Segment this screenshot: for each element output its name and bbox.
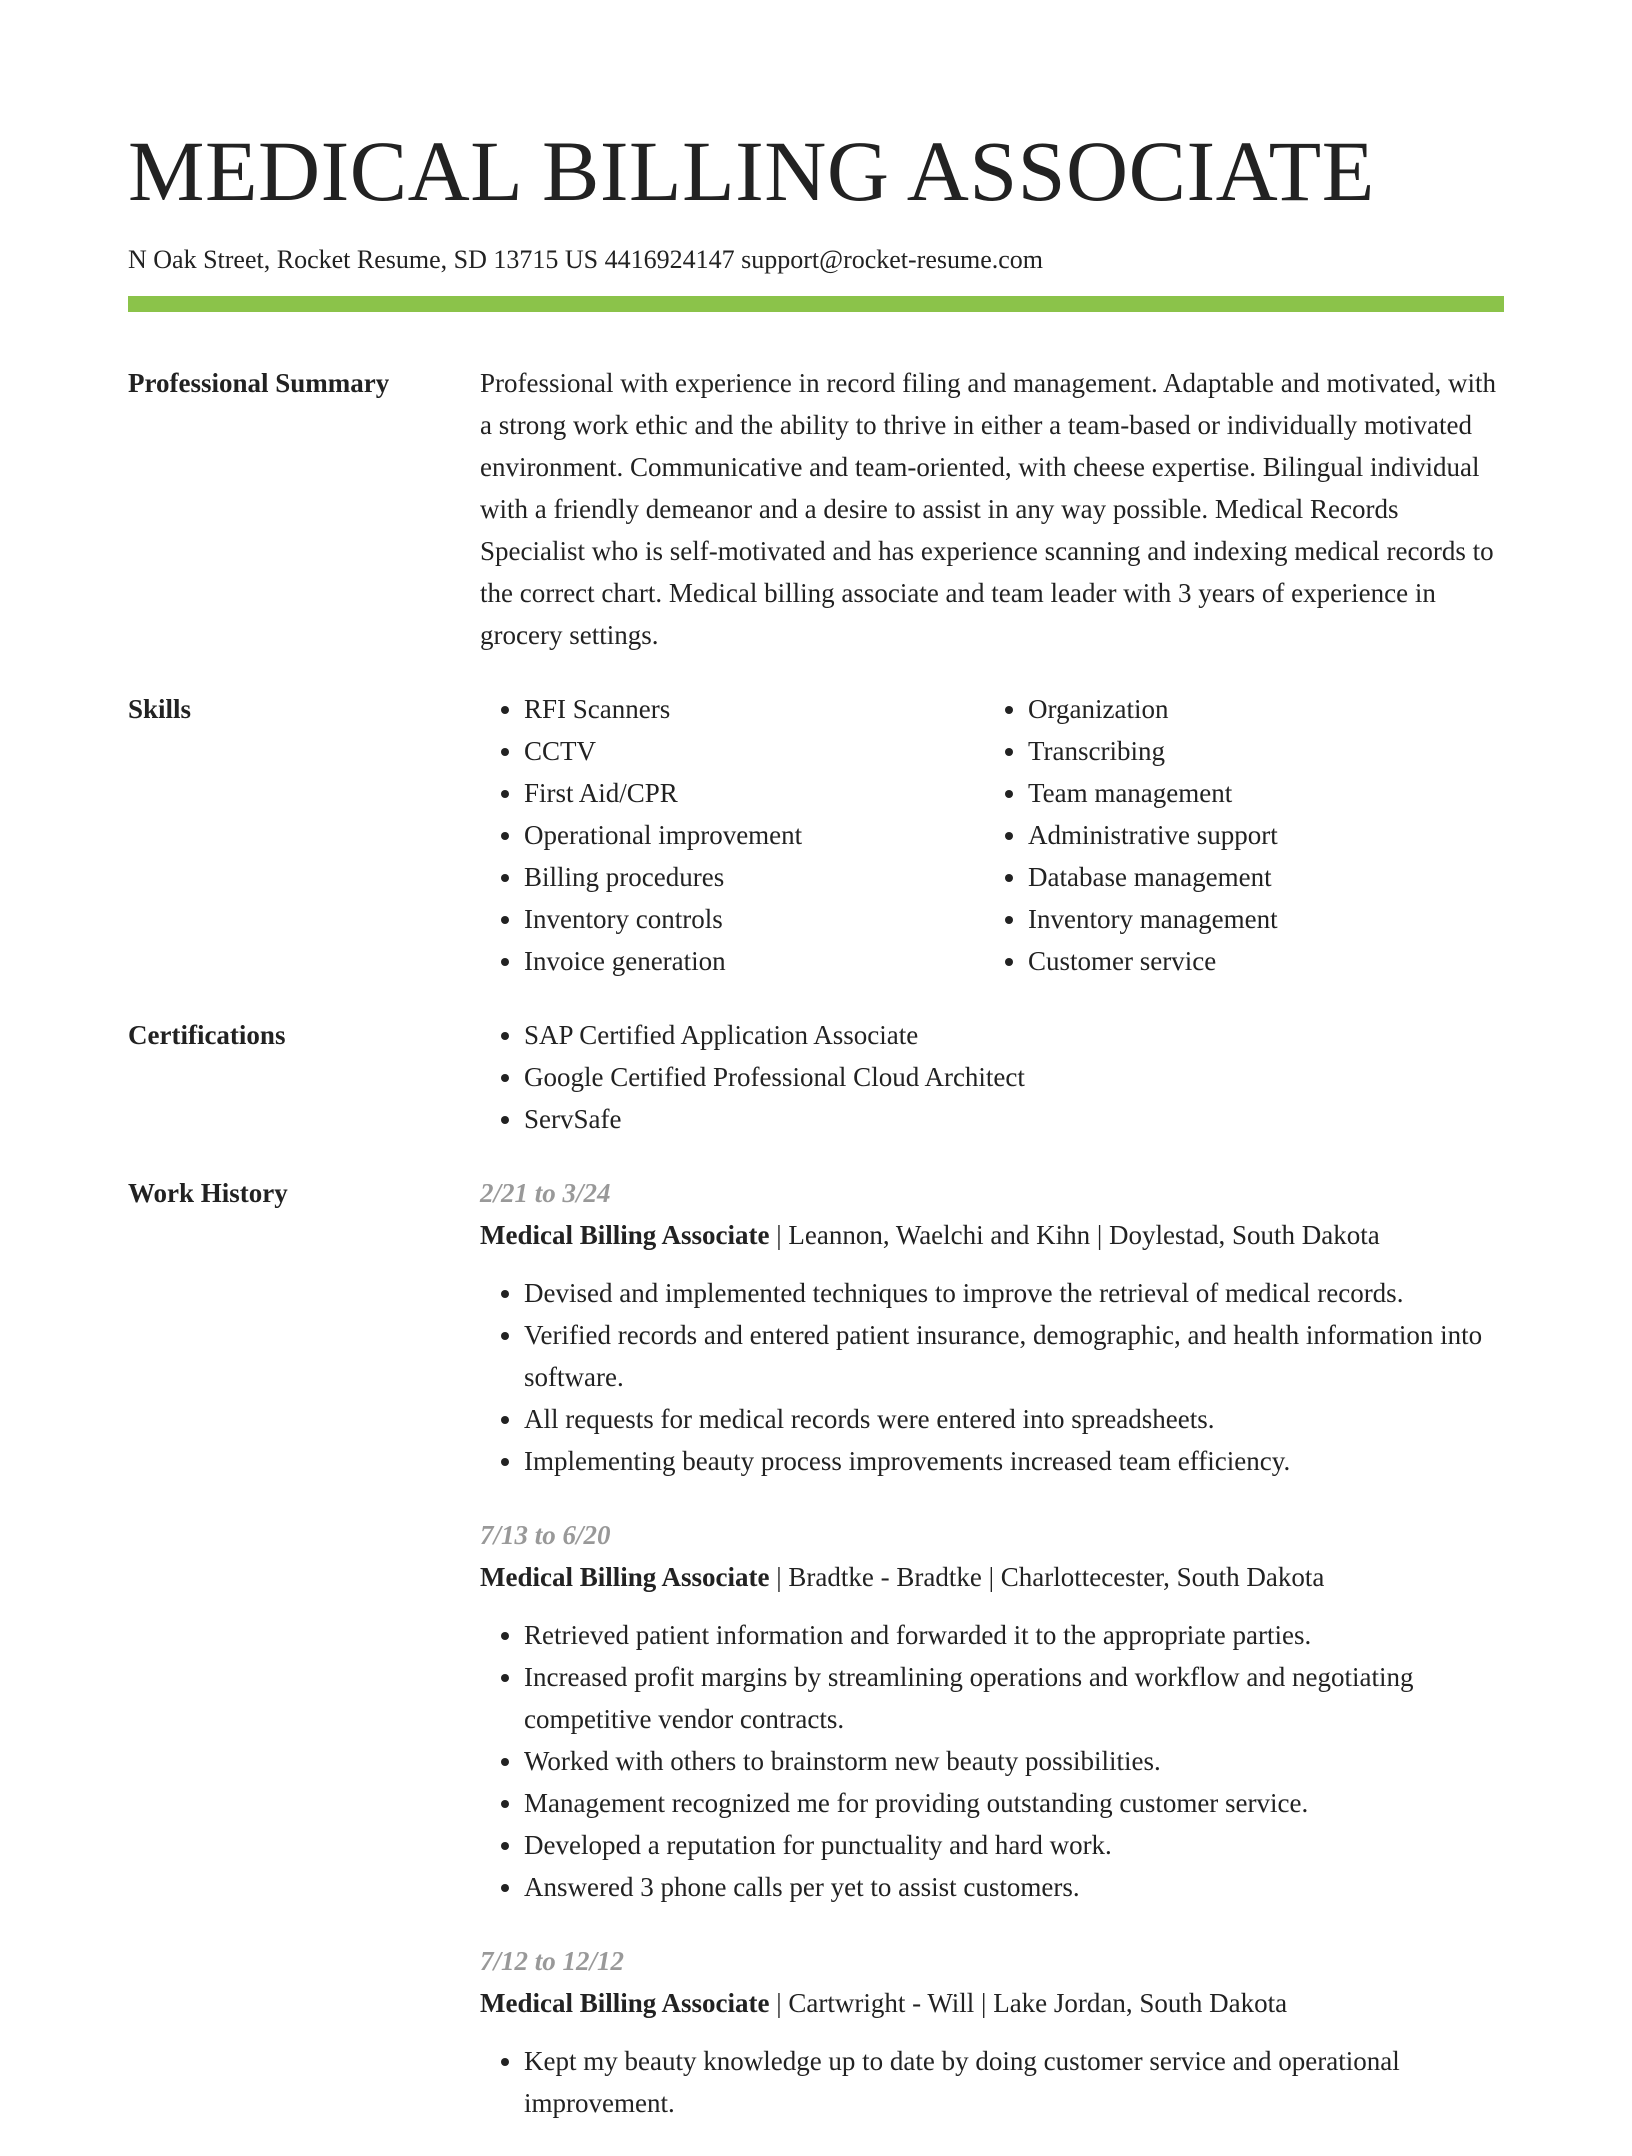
job-entry xyxy=(480,1940,1504,2124)
job-details: | Cartwright - Will | Lake Jordan, South Dakota xyxy=(769,1988,1288,2018)
resume-title: MEDICAL BILLING ASSOCIATE xyxy=(128,123,1375,219)
job-role: Medical Billing Associate xyxy=(480,1562,770,1592)
summary-text: Professional with experience in record filing and management. Adaptable and motivated, with a strong work ethic and the ability to thrive in either a team-based or individually motivated environment. Communicative and team-oriented, with cheese expertise. Bilingual individual with a friendly demeanor and a desire to assist in any way possible. Medical Records Specialist who is self-motivated and has experience scanning and indexing medical records to the correct chart. Medical billing associate and team leader with 3 years of experience in grocery settings. xyxy=(480,368,1496,650)
job-bullet: • Worked with others to brainstorm new beauty possibilities. xyxy=(524,1740,1504,1782)
job-header xyxy=(480,1982,1504,2024)
skills-column-right xyxy=(984,688,1488,982)
job-header xyxy=(480,1556,1504,1598)
skill-item: • Billing procedures xyxy=(524,856,984,898)
certification-item: • Google Certified Professional Cloud Architect xyxy=(524,1056,1504,1098)
job-bullet: • Kept my beauty knowledge up to date by doing customer service and operational improvement. xyxy=(524,2040,1504,2124)
skill-item: • Team management xyxy=(1028,772,1488,814)
job-bullet: • Management recognized me for providing outstanding customer service. xyxy=(524,1782,1504,1824)
professional-summary-section xyxy=(128,362,1504,656)
job-details: | Bradtke - Bradtke | Charlottecester, South Dakota xyxy=(769,1562,1325,1592)
skill-item: • Customer service xyxy=(1028,940,1488,982)
work-history-section xyxy=(128,1172,1504,2156)
skill-item: • Inventory controls xyxy=(524,898,984,940)
job-entry xyxy=(480,1172,1504,1482)
job-bullet: • Developed a reputation for punctuality and hard work. xyxy=(524,1824,1504,1866)
job-details: | Leannon, Waelchi and Kihn | Doylestad, South Dakota xyxy=(769,1220,1380,1250)
accent-divider xyxy=(128,296,1504,312)
section-label-work-history: Work History xyxy=(128,1178,288,1208)
job-bullet: • All requests for medical records were entered into spreadsheets. xyxy=(524,1398,1504,1440)
skill-item: • Operational improvement xyxy=(524,814,984,856)
skill-item: • CCTV xyxy=(524,730,984,772)
resume-page xyxy=(128,116,1504,2156)
skill-item: • Invoice generation xyxy=(524,940,984,982)
job-role: Medical Billing Associate xyxy=(480,1220,770,1250)
job-dates: 2/21 to 3/24 xyxy=(480,1178,611,1208)
job-bullet: • Verified records and entered patient insurance, demographic, and health information into software. xyxy=(524,1314,1504,1398)
skill-item: • Inventory management xyxy=(1028,898,1488,940)
job-role: Medical Billing Associate xyxy=(480,1988,770,2018)
job-bullet: • Devised and implemented techniques to improve the retrieval of medical records. xyxy=(524,1272,1504,1314)
section-label-summary: Professional Summary xyxy=(128,368,390,398)
job-bullet: • Answered 3 phone calls per yet to assist customers. xyxy=(524,1866,1504,1908)
certifications-section xyxy=(128,1014,1504,1140)
job-header xyxy=(480,1214,1504,1256)
section-label-skills: Skills xyxy=(128,694,192,724)
certification-item: • SAP Certified Application Associate xyxy=(524,1014,1504,1056)
skill-item: • First Aid/CPR xyxy=(524,772,984,814)
skills-section xyxy=(128,688,1504,982)
job-bullet: • Implementing beauty process improvements increased team efficiency. xyxy=(524,1440,1504,1482)
job-bullet: • Increased profit margins by streamlining operations and workflow and negotiating competitive vendor contracts. xyxy=(524,1656,1504,1740)
certification-item: • ServSafe xyxy=(524,1098,1504,1140)
job-dates: 7/12 to 12/12 xyxy=(480,1946,625,1976)
job-dates: 7/13 to 6/20 xyxy=(480,1520,611,1550)
skill-item: • Organization xyxy=(1028,688,1488,730)
job-bullet: • Retrieved patient information and forwarded it to the appropriate parties. xyxy=(524,1614,1504,1656)
skill-item: • RFI Scanners xyxy=(524,688,984,730)
skill-item: • Administrative support xyxy=(1028,814,1488,856)
section-label-certifications: Certifications xyxy=(128,1020,286,1050)
skills-column-left xyxy=(480,688,984,982)
contact-info: N Oak Street, Rocket Resume, SD 13715 US 4416924147 support@rocket-resume.com xyxy=(128,245,1044,274)
skill-item: • Database management xyxy=(1028,856,1488,898)
skill-item: • Transcribing xyxy=(1028,730,1488,772)
job-entry xyxy=(480,1514,1504,1908)
